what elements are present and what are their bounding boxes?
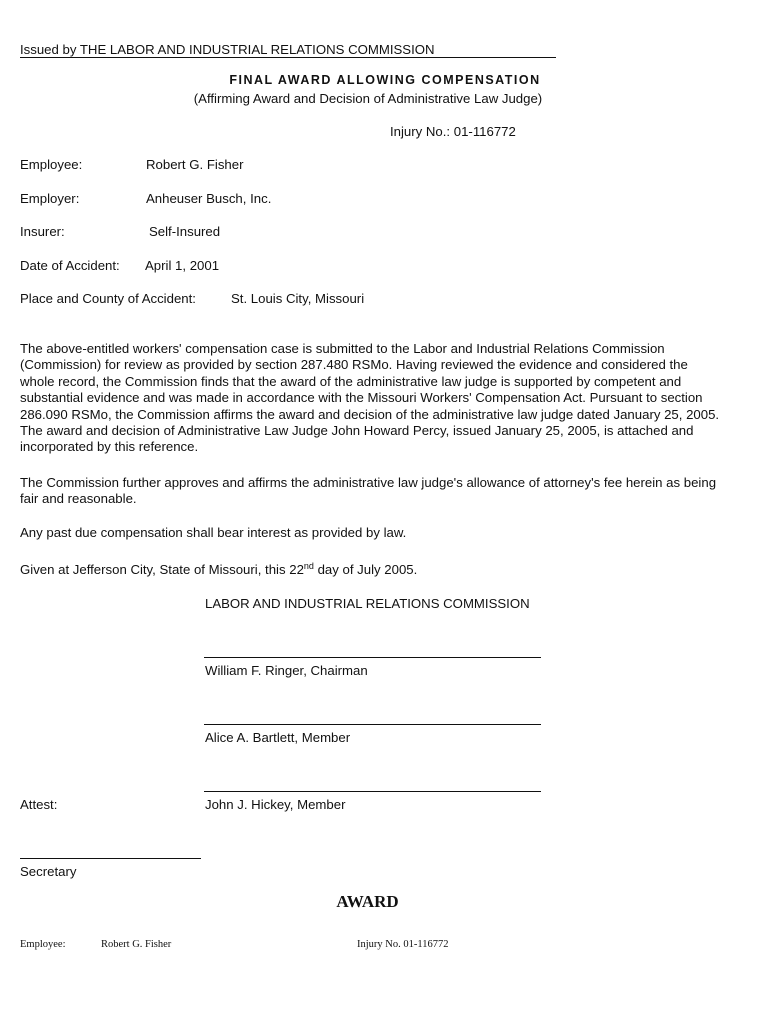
member1-signature-line (204, 724, 541, 725)
chairman-signature-line (204, 657, 541, 658)
document-title: FINAL AWARD ALLOWING COMPENSATION (229, 73, 541, 87)
given-at-date: day of July 2005. (313, 562, 418, 577)
insurer-value: Self-Insured (149, 224, 221, 239)
body-paragraph-3: Any past due compensation shall bear interest as provided by law. (20, 525, 407, 540)
secretary-signature-line (20, 858, 201, 859)
place-of-accident-value: St. Louis City, Missouri (231, 291, 365, 306)
attest-label: Attest: (20, 797, 58, 812)
member2-signature-line (204, 791, 541, 792)
member2-name: John J. Hickey, Member (205, 797, 346, 812)
body-paragraph-2: The Commission further approves and affirms the administrative law judge's allowance of attorney's fee herein as being fair and reasonable. (20, 475, 717, 507)
date-of-accident-label: Date of Accident: (20, 258, 120, 273)
document-subtitle: (Affirming Award and Decision of Administrative Law Judge) (193, 91, 543, 106)
given-at-line (20, 562, 417, 577)
injury-number: Injury No.: 01-116772 (390, 124, 516, 139)
issued-by-line: Issued by THE LABOR AND INDUSTRIAL RELATIONS COMMISSION (20, 42, 556, 58)
employee-label: Employee: (20, 157, 83, 172)
member1-name: Alice A. Bartlett, Member (205, 730, 351, 745)
date-of-accident-value: April 1, 2001 (145, 258, 220, 273)
award-heading: AWARD (336, 892, 399, 911)
given-at-text: Given at Jefferson City, State of Missouri, this 22 (20, 562, 304, 577)
employer-value: Anheuser Busch, Inc. (146, 191, 272, 206)
body-paragraph-1: The above-entitled workers' compensation case is submitted to the Labor and Industrial Relations Commission (Commission) for review as provided by section 287.480 RSMo. Having reviewed the evidence and considered the whole record, the Commission finds that the award of the administrative law judge is supported by competent and substantial evidence and was made in accordance with the Missouri Workers' Compensation Act. Pursuant to section 286.090 RSMo, the Commission affirms the award and decision of the administrative law judge dated January 25, 2005. The award and decision of Administrative Law Judge John Howard Percy, issued January 25, 2005, is attached and incorporated by this reference. (20, 341, 720, 455)
award-injury-number: Injury No. 01-116772 (357, 939, 449, 950)
insurer-label: Insurer: (20, 224, 65, 239)
award-employee-label: Employee: (20, 939, 66, 950)
award-employee-value: Robert G. Fisher (101, 939, 172, 950)
employee-value: Robert G. Fisher (146, 157, 244, 172)
commission-name: LABOR AND INDUSTRIAL RELATIONS COMMISSION (205, 596, 530, 611)
given-at-ordinal: nd (303, 561, 314, 571)
secretary-label: Secretary (20, 864, 77, 879)
chairman-name: William F. Ringer, Chairman (205, 663, 368, 678)
place-of-accident-label: Place and County of Accident: (20, 291, 196, 306)
employer-label: Employer: (20, 191, 80, 206)
